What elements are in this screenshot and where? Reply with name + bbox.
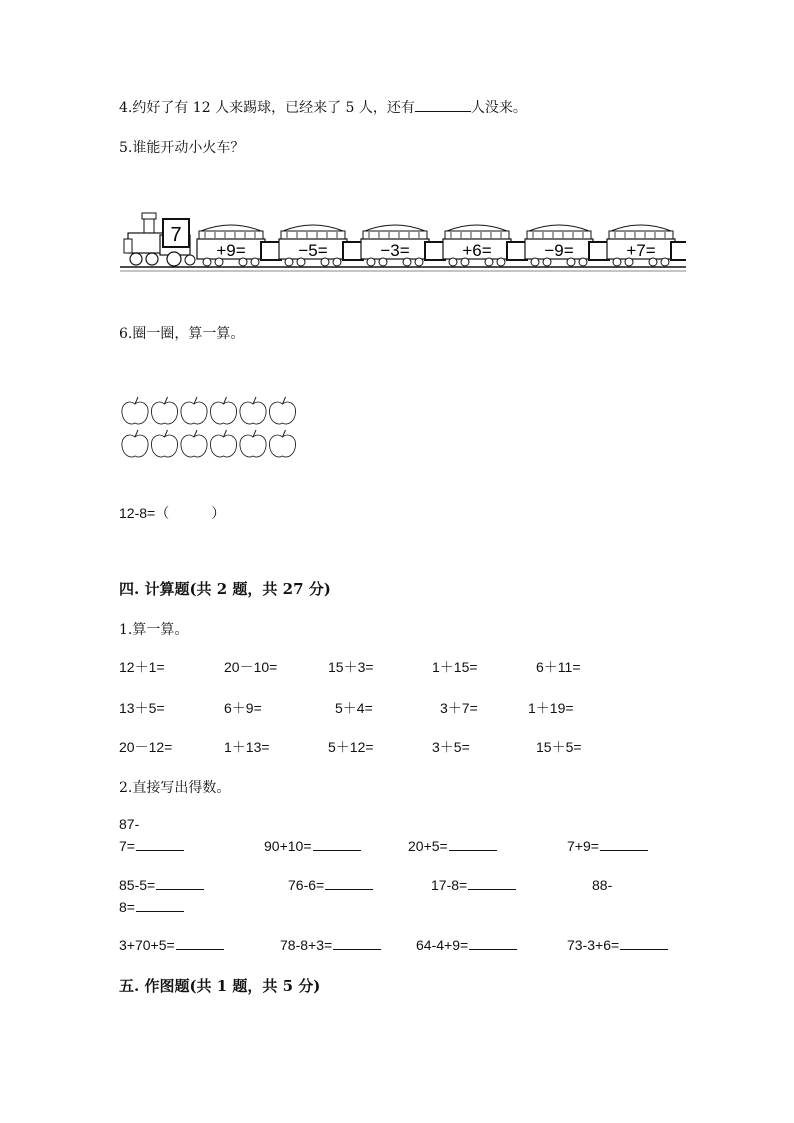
section-4-title: 四. 计算题(共 2 题，共 27 分) <box>119 580 331 598</box>
train-car <box>279 225 347 266</box>
calc-expression: 78-8+3= <box>280 937 333 953</box>
calc-item: 1＋15= <box>432 659 478 675</box>
apple-icon <box>181 397 207 424</box>
calc-item <box>567 838 648 854</box>
apple-icon <box>240 397 266 424</box>
calc-item: 6＋11= <box>536 659 581 675</box>
answer-blank[interactable] <box>136 899 184 912</box>
calc-item: 15＋5= <box>536 739 582 755</box>
answer-blank[interactable] <box>415 99 471 112</box>
calc-item <box>288 877 373 893</box>
train-car <box>607 225 675 266</box>
answer-blank[interactable] <box>600 838 648 851</box>
answer-box <box>589 242 609 260</box>
answer-blank[interactable] <box>469 937 517 950</box>
calc-expression: 7= <box>119 838 135 854</box>
calc-item <box>431 877 516 893</box>
question-5-title: 5.谁能开动小火车？ <box>119 140 245 156</box>
calc-item: 6＋9= <box>224 700 262 716</box>
calc-expression: 20+5= <box>408 838 448 854</box>
calc-expression: 8= <box>119 899 135 915</box>
calc-item <box>119 877 204 893</box>
answer-box <box>261 242 281 260</box>
apple-icon <box>122 430 148 457</box>
train-car <box>361 225 429 266</box>
train-car <box>443 225 511 266</box>
calc-item: 20－12= <box>119 739 173 755</box>
calc-item: 20－10= <box>224 659 278 675</box>
answer-blank[interactable] <box>176 937 224 950</box>
calc-item <box>119 838 184 854</box>
apple-icon <box>240 430 266 457</box>
calc-item <box>408 838 497 854</box>
apple-icon <box>210 430 236 457</box>
calc-item: 12＋1= <box>119 659 165 675</box>
answer-blank[interactable] <box>333 937 381 950</box>
calc-item: 15＋3= <box>328 659 374 675</box>
calc-item <box>264 838 361 854</box>
answer-box <box>425 242 445 260</box>
apple-icon <box>151 430 177 457</box>
section-5-title: 五. 作图题(共 1 题，共 5 分) <box>119 977 321 995</box>
train-car-label: −9= <box>544 241 574 260</box>
answer-blank[interactable] <box>136 838 184 851</box>
calc-expression: 90+10= <box>264 838 312 854</box>
answer-blank[interactable] <box>313 838 361 851</box>
calc-expression: 64-4+9= <box>416 937 469 953</box>
train-car <box>525 225 593 266</box>
apple-icon <box>269 430 295 457</box>
calc-item <box>416 937 517 953</box>
apple-icon <box>122 397 148 424</box>
answer-blank[interactable] <box>325 877 373 890</box>
calc-item <box>280 937 381 953</box>
question-4-suffix: 人没来。 <box>470 100 527 116</box>
calc-item <box>567 937 668 953</box>
answer-blank[interactable] <box>449 838 497 851</box>
calc-expression: 17-8= <box>431 877 468 893</box>
question-6-title: 6.圈一圈，算一算。 <box>119 326 245 342</box>
train-illustration <box>120 205 686 281</box>
question-4-text: 4.约好了有 12 人来踢球，已经来了 5 人，还有 <box>119 100 415 116</box>
calc-item: 3＋7= <box>440 700 478 716</box>
calc-expression: 85-5= <box>119 877 156 893</box>
answer-box <box>507 242 527 260</box>
question-6-equation: 12-8=（ ） <box>119 505 226 521</box>
train-car-label: +7= <box>626 241 656 260</box>
answer-box <box>343 242 363 260</box>
question-4 <box>119 97 527 117</box>
train-car-label: +9= <box>216 241 246 260</box>
train-car-label: −5= <box>298 241 328 260</box>
calc-item-wrap-top: 87- <box>119 816 140 832</box>
calc-item-wrap-top: 88- <box>592 877 613 893</box>
calc-item: 5＋4= <box>335 700 373 716</box>
answer-blank[interactable] <box>468 877 516 890</box>
calc-item: 3＋5= <box>432 739 470 755</box>
calc-item: 1＋13= <box>224 739 270 755</box>
engine-number: 7 <box>170 224 182 246</box>
answer-blank[interactable] <box>156 877 204 890</box>
apple-icon <box>210 397 236 424</box>
train-car <box>197 225 265 266</box>
apple-icon <box>181 430 207 457</box>
apple-icon <box>151 397 177 424</box>
apple-icon <box>269 397 295 424</box>
problem-2-title: 2.直接写出得数。 <box>119 780 231 796</box>
calc-expression: 76-6= <box>288 877 325 893</box>
calc-expression: 7+9= <box>567 838 599 854</box>
answer-box <box>671 242 686 260</box>
calc-item: 5＋12= <box>328 739 374 755</box>
answer-blank[interactable] <box>620 937 668 950</box>
train-car-label: −3= <box>380 241 410 260</box>
calc-expression: 73-3+6= <box>567 937 620 953</box>
calc-item <box>119 899 184 915</box>
problem-1-title: 1.算一算。 <box>119 622 189 638</box>
calc-item: 13＋5= <box>119 700 165 716</box>
train-car-label: +6= <box>462 241 492 260</box>
apples-group <box>120 395 305 463</box>
calc-item <box>119 937 224 953</box>
calc-expression: 3+70+5= <box>119 937 175 953</box>
calc-item: 1＋19= <box>528 700 574 716</box>
